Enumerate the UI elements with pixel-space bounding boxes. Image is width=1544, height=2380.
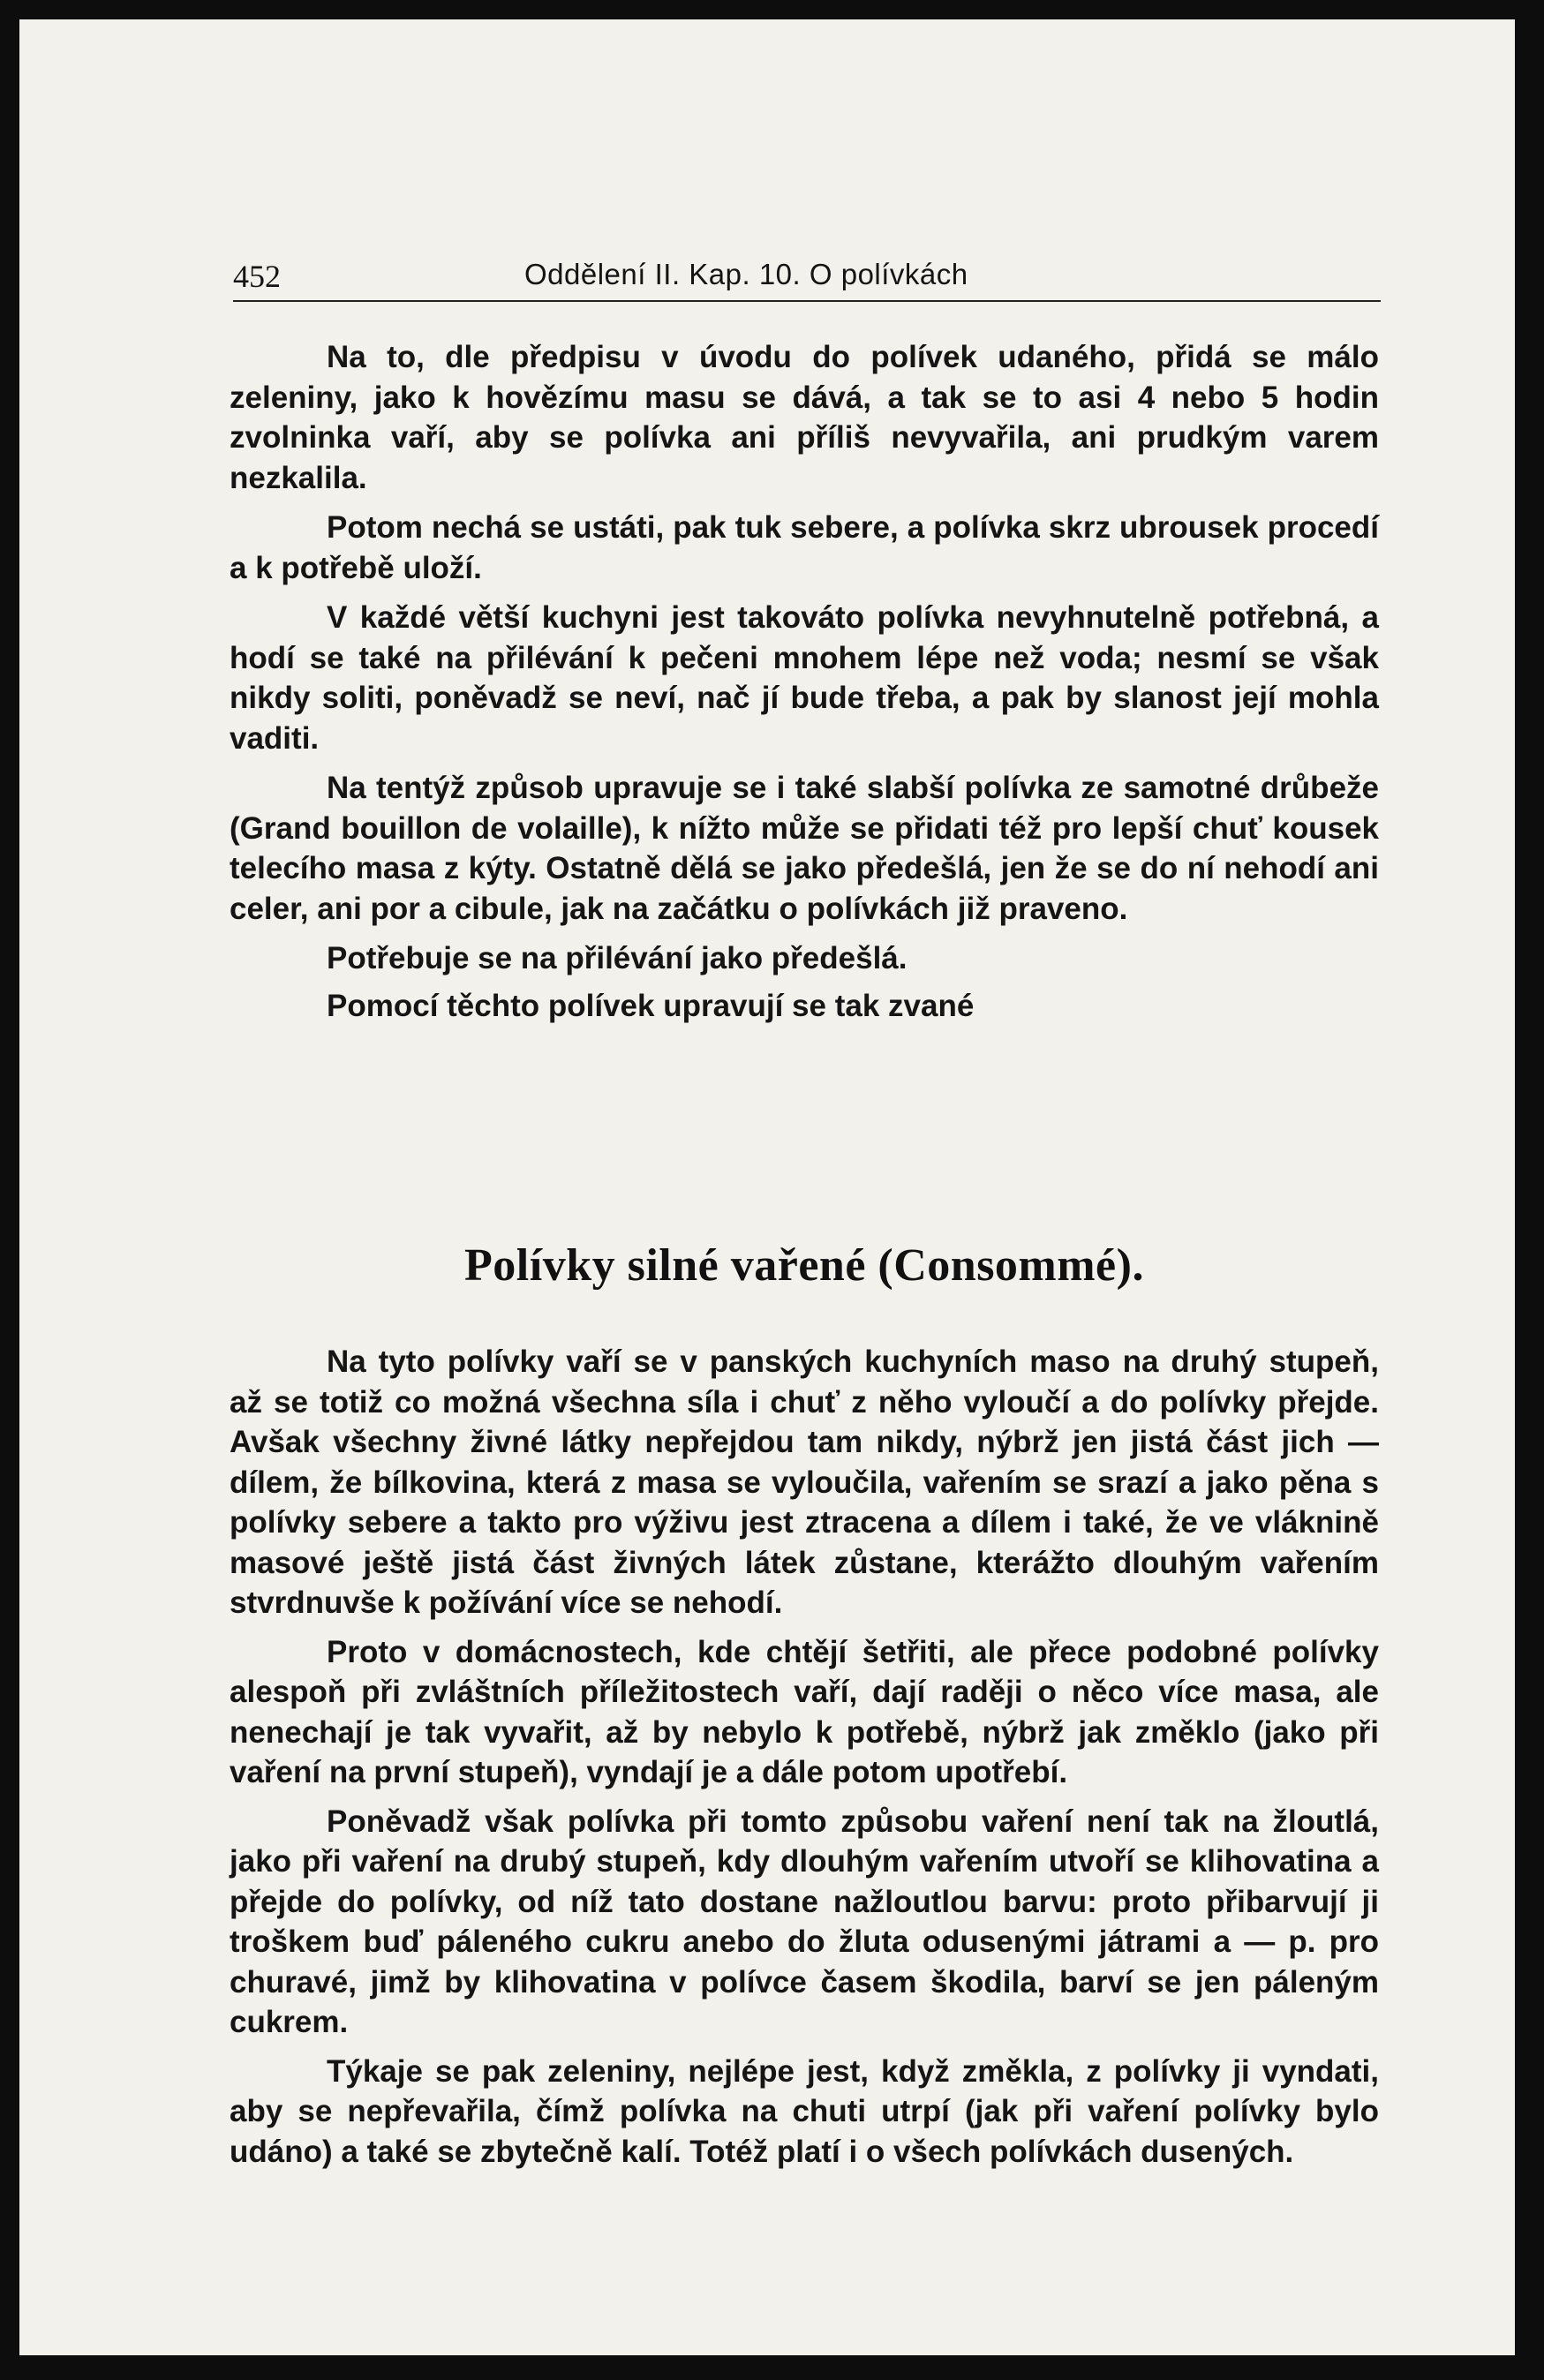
paragraph: Na tentýž způsob upravuje se i také slabší polívka ze samotné drůbeže (Grand bouillon de volaille), k nížto může se přidati též pro lepší chuť kousek telecího masa z kýty. Ostatně dělá se jako předešlá, jen že se do ní nehodí ani celer, ani por a cibule, jak na začátku o polívkách již praveno. <box>230 771 1379 926</box>
paragraph: V každé větší kuchyni jest takováto polívka nevyhnutelně potřebná, a hodí se také na přilévání k pečeni mnohem lépe než voda; nesmí se však nikdy soliti, poněvadž se neví, nač jí bude třeba, a pak by slanost její mohla vaditi. <box>230 600 1379 756</box>
paragraph: Poněvadž však polívka při tomto způsobu vaření není tak na žloutlá, jako při vaření na drubý stupeň, kdy dlouhým vařením utvoří se klihovatina a přejde do polívky, od níž tato dostane nažloutlou barvu: proto přibarvují ji troškem buď páleného cukru anebo do žluta odusenými játrami a — p. pro churavé, jimž by klihovatina v polívce časem škodila, barví se jen páleným cukrem. <box>230 1804 1379 2039</box>
running-title: Oddělení II. Kap. 10. O polívkách <box>524 258 968 290</box>
page-number: 452 <box>233 259 281 294</box>
paragraph: Týkaje se pak zeleniny, nejlépe jest, když změkla, z polívky ji vyndati, aby se nepřevařila, čímž polívka na chuti utrpí (jak při vaření polívky bylo udáno) a také se zbytečně kalí. Totéž platí i o všech polívkách dusených. <box>230 2053 1379 2169</box>
section-heading: Polívky silné vařené (Consommé). <box>464 1240 1144 1291</box>
paragraph: Na tyto polívky vaří se v panských kuchyních maso na druhý stupeň, až se totiž co možná všechna síla i chuť z něho vyloučí a do polívky přejde. Avšak všechny živné látky nepřejdou tam nikdy, nýbrž jen jistá část jich — dílem, že bílkovina, která z masa se vyloučila, vařením se srazí a jako pěna s polívky sebere a takto pro výživu jest ztracena a dílem i také, že ve vláknině masové ještě jistá část živných látek zůstane, kterážto dlouhým vařením stvrdnuvše k požívání více se nehodí. <box>230 1344 1379 1620</box>
lower-text-block <box>230 1183 1379 2180</box>
page-header <box>233 256 1381 302</box>
paragraph: Na to, dle předpisu v úvodu do polívek udaného, přidá se málo zeleniny, jako k hovězímu masu se dává, a tak se to asi 4 nebo 5 hodin zvolninka vaří, aby se polívka ani příliš nevyvařila, ani prudkým varem nezkalila. <box>230 340 1379 495</box>
paragraph: Pomocí těchto polívek upravují se tak zvané <box>327 988 975 1023</box>
paragraph: Proto v domácnostech, kde chtějí šetřiti, ale přece podobné polívky alespoň při zvláštních příležitostech vaří, dají raději o něco více masa, ale nenechají je tak vyvařit, až by nebylo k potřebě, nýbrž jak změklo (jako při vaření na první stupeň), vyndají je a dále potom upotřebí. <box>230 1634 1379 1789</box>
paragraph: Potom nechá se ustáti, pak tuk sebere, a polívka skrz ubrousek procedí a k potřebě uloží. <box>230 510 1379 585</box>
upper-text-block <box>230 337 1379 1036</box>
book-page <box>19 19 1515 2355</box>
paragraph: Potřebuje se na přilévání jako předešlá. <box>327 941 908 975</box>
